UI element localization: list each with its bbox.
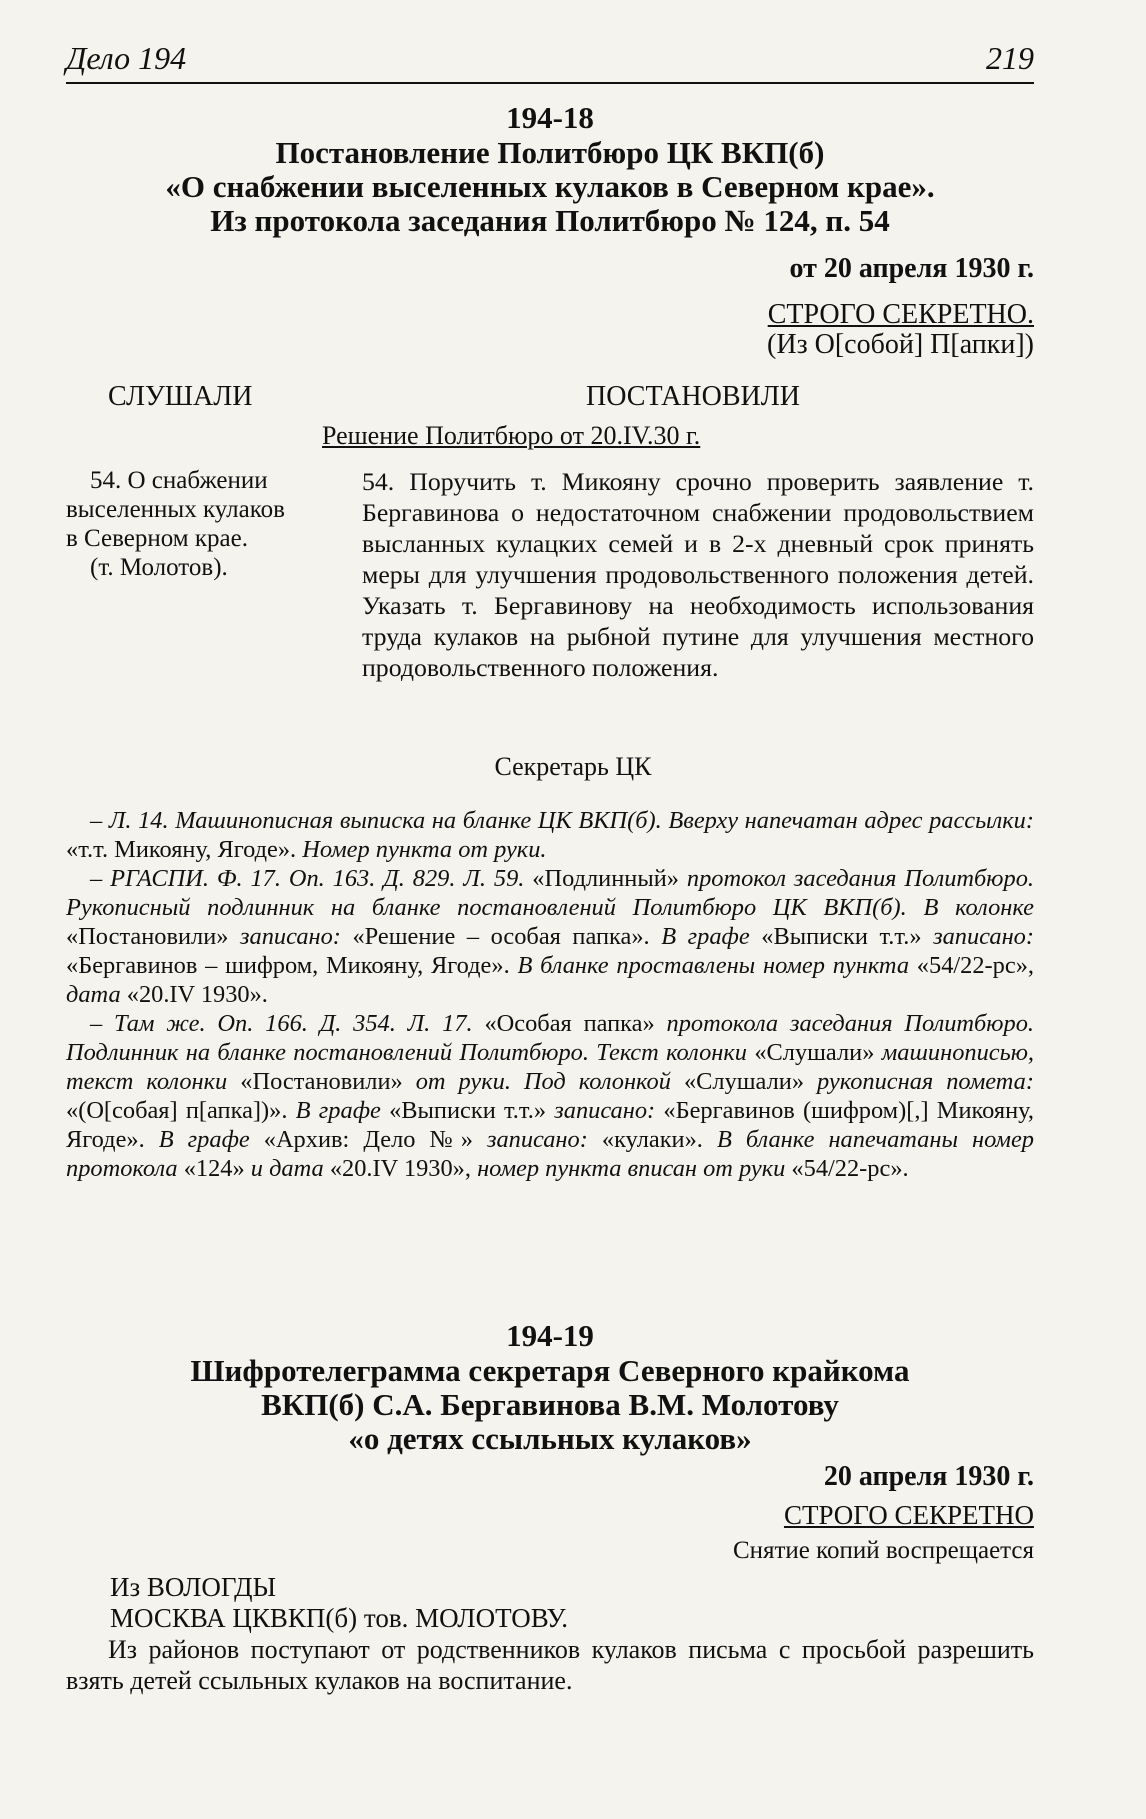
heard-line: (т. Молотов). [90,554,228,581]
header-page-number: 219 [986,40,1034,76]
telegram-address [110,1572,568,1634]
doc1-title-line: «О снабжении выселенных кулаков в Северном крае». [165,169,935,204]
archival-notes [66,806,1034,1183]
header-case-number: Дело 194 [66,40,187,76]
heard-line: в Северном крае. [66,525,248,552]
signature-secretary: Секретарь ЦК [494,752,652,781]
doc1-title-line: Из протокола заседания Политбюро № 124, п. 54 [210,203,890,238]
heard-line: 54. О снабжении [90,467,268,494]
telegram-from: Из ВОЛОГДЫ [110,1572,277,1602]
doc1-special-folder: (Из О[собой] П[апки]) [767,329,1034,360]
doc2-title-line: ВКП(б) С.А. Бергавинова В.М. Молотову [261,1387,839,1422]
archival-note: – РГАСПИ. Ф. 17. Оп. 163. Д. 829. Л. 59. «Подлинный» протокол заседания Политбюро. Рукописный подлинник на бланке постановлений Политбюро ЦК ВКП(б). В колонке «Постановили» записано: «Решение – особая папка». В графе «Выписки т.т.» записано: «Бергавинов – шифром, Микояну, Ягоде». В бланке проставлены номер пункта «54/22-рс», дата «20.IV 1930». [66,865,1034,1008]
doc1-secrecy-block [767,300,1034,360]
doc2-date: 20 апреля 1930 г. [823,1461,1034,1492]
heard-column [66,466,338,582]
telegram-body-paragraph: Из районов поступают от родственников кулаков письма с просьбой разрешить взять детей ссыльных кулаков на воспитание. [66,1635,1034,1695]
telegram-to: МОСКВА ЦКВКП(б) тов. МОЛОТОВУ. [110,1603,568,1633]
column-heading-resolved: ПОСТАНОВИЛИ [586,381,800,412]
doc2-number: 194-19 [506,1318,594,1353]
doc1-date: от 20 апреля 1930 г. [789,253,1034,284]
archival-note: – Там же. Оп. 166. Д. 354. Л. 17. «Особая папка» протокола заседания Политбюро. Подлинник на бланке постановлений Политбюро. Текст колонки «Слушали» машинописью, текст колонки «Постановили» от руки. Под колонкой «Слушали» рукописная помета: «(О[собая] п[апка])». В графе «Выписки т.т.» записано: «Бергавинов (шифром)[,] Микояну, Ягоде». В графе «Архив: Дело №» записано: «кулаки». В бланке напечатаны номер протокола «124» и дата «20.IV 1930», номер пункта вписан от руки «54/22-рс». [66,1010,1035,1182]
doc2-title [66,1354,1034,1456]
telegram-body [66,1634,1034,1696]
archival-note: – Л. 14. Машинописная выписка на бланке ЦК ВКП(б). Вверху напечатан адрес рассылки: «т.т. Микояну, Ягоде». Номер пункта от руки. [66,807,1034,863]
column-heading-heard: СЛУШАЛИ [108,381,253,412]
resolved-column: 54. Поручить т. Микояну срочно проверить заявление т. Бергавинова о недостаточном снабжении продовольствием высланных кулацких семей и в 2-х дневный срок принять меры для улучшения продовольственного положения детей. Указать т. Бергавинову на необходимость использования труда кулаков на рыбной путине для улучшения местного продовольственного положения. [362,467,1034,682]
heard-line: выселенных кулаков [66,496,285,523]
doc1-title-line: Постановление Политбюро ЦК ВКП(б) [275,135,825,170]
decision-line: Решение Политбюро от 20.IV.30 г. [322,421,701,450]
doc1-number: 194-18 [506,100,594,135]
doc2-title-line: «о детях ссыльных кулаков» [348,1421,752,1456]
doc1-title [66,136,1034,238]
doc2-title-line: Шифротелеграмма секретаря Северного крайкома [190,1353,910,1388]
running-header [66,40,1034,84]
doc1-secrecy-stamp: СТРОГО СЕКРЕТНО. [767,299,1034,330]
doc2-secrecy-stamp: СТРОГО СЕКРЕТНО [783,1500,1034,1530]
doc2-no-copy-note: Снятие копий воспрещается [732,1537,1034,1564]
